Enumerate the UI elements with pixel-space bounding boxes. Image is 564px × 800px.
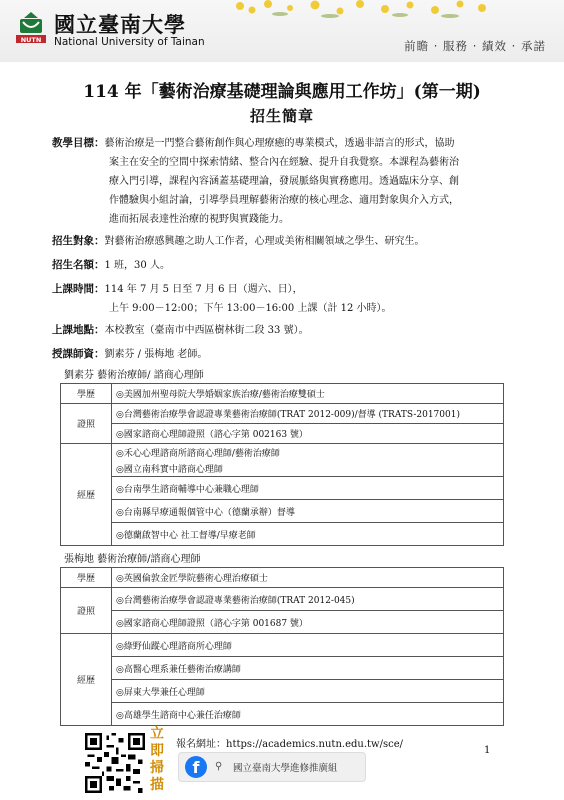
experience-item: ◎屏東大學兼任心理師 [112, 680, 504, 703]
university-name-en: National University of Tainan [54, 36, 205, 48]
table-row [61, 568, 504, 588]
objective-label: 教學目標 [52, 137, 94, 149]
scan-now-label [147, 726, 167, 794]
target-text: 對藝術治療感興趣之助人工作者，心理或美術相關領域之學生、研究生。 [104, 236, 425, 247]
header [0, 0, 564, 62]
page-subtitle: 招生簡章 [249, 107, 314, 125]
license-item: ◎國家諮商心理師證照（諮心字第 001687 號） [112, 611, 504, 634]
experience-item: ◎高雄學生諮商中心兼任治療師 [112, 703, 504, 726]
edu-item: ◎英國倫敦金匠學院藝術心理治療碩士 [112, 568, 504, 588]
objective-line-5: 進而拓展表達性治療的視野與實踐能力。 [109, 214, 289, 225]
table-row [61, 703, 504, 726]
edu-label: 學歷 [61, 568, 112, 588]
objective-line-3: 療入門引導，課程內容涵蓋基礎理論，發展脈絡與實務應用。透過臨床分享、創 [109, 176, 459, 187]
facebook-search-bar[interactable] [178, 752, 366, 782]
objective-line-1: 藝術治療是一門整合藝術創作與心理療癒的專業模式，透過非語言的形式，協助 [104, 138, 455, 149]
time-line-1: 114 年 7 月 5 日至 7 月 6 日（週六、日）， [104, 284, 303, 295]
qr-code-icon[interactable] [85, 733, 145, 793]
table-row [61, 460, 504, 477]
teacher1-table [60, 383, 504, 546]
teacher2-table [60, 567, 504, 726]
table-row [61, 588, 504, 611]
objective-line-4: 作體驗與小組討論，引導學員理解藝術治療的核心理念、適用對象與介入方式， [109, 195, 459, 206]
place-label: 上課地點 [52, 324, 94, 336]
target-section: 招生對象：對藝術治療感興趣之助人工作者，心理或美術相關領域之學生、研究生。 [52, 235, 425, 247]
facebook-page-name: 國立臺南大學進修推廣組 [233, 763, 338, 774]
logo-text: NUTN [20, 36, 42, 44]
quota-text: 1 班，30 人。 [104, 260, 170, 271]
time-section: 上課時間：114 年 7 月 5 日至 7 月 6 日（週六、日）， 上午 9:00－12:00；下午 13:00－16:00 上課（計 12 小時）。 [52, 280, 522, 318]
scan-char: 描 [150, 777, 164, 793]
experience-item: ◎台南縣早療通報個管中心（德蘭承辦）督導 [112, 500, 504, 523]
scan-char: 立 [150, 726, 164, 742]
experience-item: ◎國立南科實中諮商心理師 [112, 460, 504, 477]
facebook-icon[interactable]: f [185, 756, 207, 778]
teachers-label: 授課師資 [52, 348, 94, 360]
quota-section: 招生名額：1 班，30 人。 [52, 259, 170, 271]
license-item: ◎台灣藝術治療學會認證專業藝術治療師(TRAT 2012-045) [112, 588, 504, 611]
table-row [61, 424, 504, 444]
teachers-section: 授課師資：劉素芬 / 張梅地 老師。 [52, 348, 208, 360]
university-name-zh: 國立臺南大學 [54, 12, 186, 37]
university-logo-icon[interactable] [14, 10, 48, 46]
objective-line-2: 案主在安全的空間中探索情緒、整合內在經驗、提升自我覺察。本課程為藝術治 [109, 157, 459, 168]
objective-section: 教學目標：藝術治療是一門整合藝術創作與心理療癒的專業模式，透過非語言的形式，協助 案主在安全的空間中探索情緒、整合內在經驗、提升自我覺察。本課程為藝術治 療入門引導，課程內容涵蓋基礎理論，發展脈絡與實務應用。透過臨床分享、創 作體驗與小組討論，引導學員理解藝術治療的核心理念、適用對象與介入方式， 進而拓展表達性治療的視野與實踐能力。 [52, 134, 522, 229]
experience-item: ◎禾心心理諮商所諮商心理師/藝術治療師 [112, 444, 504, 461]
table-row [61, 523, 504, 546]
experience-item: ◎綠野仙蹤心理諮商所心理師 [112, 634, 504, 657]
flower-decoration [220, 0, 500, 30]
table-row [61, 404, 504, 424]
edu-label: 學歷 [61, 384, 112, 404]
table-row [61, 384, 504, 404]
scan-char: 即 [150, 743, 164, 759]
slogan: 前瞻 · 服務 · 績效 · 承諾 [404, 39, 546, 53]
experience-item: ◎台南學生諮商輔導中心兼職心理師 [112, 477, 504, 500]
scan-char: 掃 [150, 760, 164, 776]
place-section: 上課地點：本校教室（臺南市中西區樹林街二段 33 號）。 [52, 324, 309, 336]
license-item: ◎台灣藝術治療學會認證專業藝術治療師(TRAT 2012-009)/督導 (TRATS-2017001) [112, 404, 504, 424]
table-row [61, 477, 504, 500]
edu-item: ◎美國加州聖母院大學婚姻家族治療/藝術治療雙碩士 [112, 384, 504, 404]
table-row [61, 634, 504, 657]
experience-label: 經歷 [61, 634, 112, 726]
experience-item: ◎德蘭啟智中心 社工督導/早療老師 [112, 523, 504, 546]
page-number: 1 [484, 745, 491, 756]
table-row [61, 611, 504, 634]
quota-label: 招生名額 [52, 259, 94, 271]
experience-label: 經歷 [61, 444, 112, 546]
license-label: 證照 [61, 404, 112, 444]
license-item: ◎國家諮商心理師證照（諮心字第 002163 號） [112, 424, 504, 444]
table-row [61, 657, 504, 680]
experience-item: ◎高醫心理系兼任藝術治療講師 [112, 657, 504, 680]
license-label: 證照 [61, 588, 112, 634]
teacher2-name: 張梅地 藝術治療師/諮商心理師 [64, 554, 201, 565]
teacher1-name: 劉素芬 藝術治療師/ 諮商心理師 [64, 370, 204, 381]
time-label: 上課時間 [52, 283, 94, 295]
page-title: 114 年「藝術治療基礎理論與應用工作坊」(第一期) [83, 82, 481, 102]
target-label: 招生對象 [52, 235, 94, 247]
search-icon: ⚲ [215, 761, 223, 772]
place-text: 本校教室（臺南市中西區樹林街二段 33 號）。 [104, 325, 309, 336]
table-row [61, 680, 504, 703]
time-line-2: 上午 9:00－12:00；下午 13:00－16:00 上課（計 12 小時）。 [109, 303, 392, 314]
signup-url[interactable]: 報名網址：https://academics.nutn.edu.tw/sce/ [176, 739, 403, 750]
table-row [61, 500, 504, 523]
teachers-text: 劉素芬 / 張梅地 老師。 [104, 349, 208, 360]
table-row [61, 444, 504, 461]
